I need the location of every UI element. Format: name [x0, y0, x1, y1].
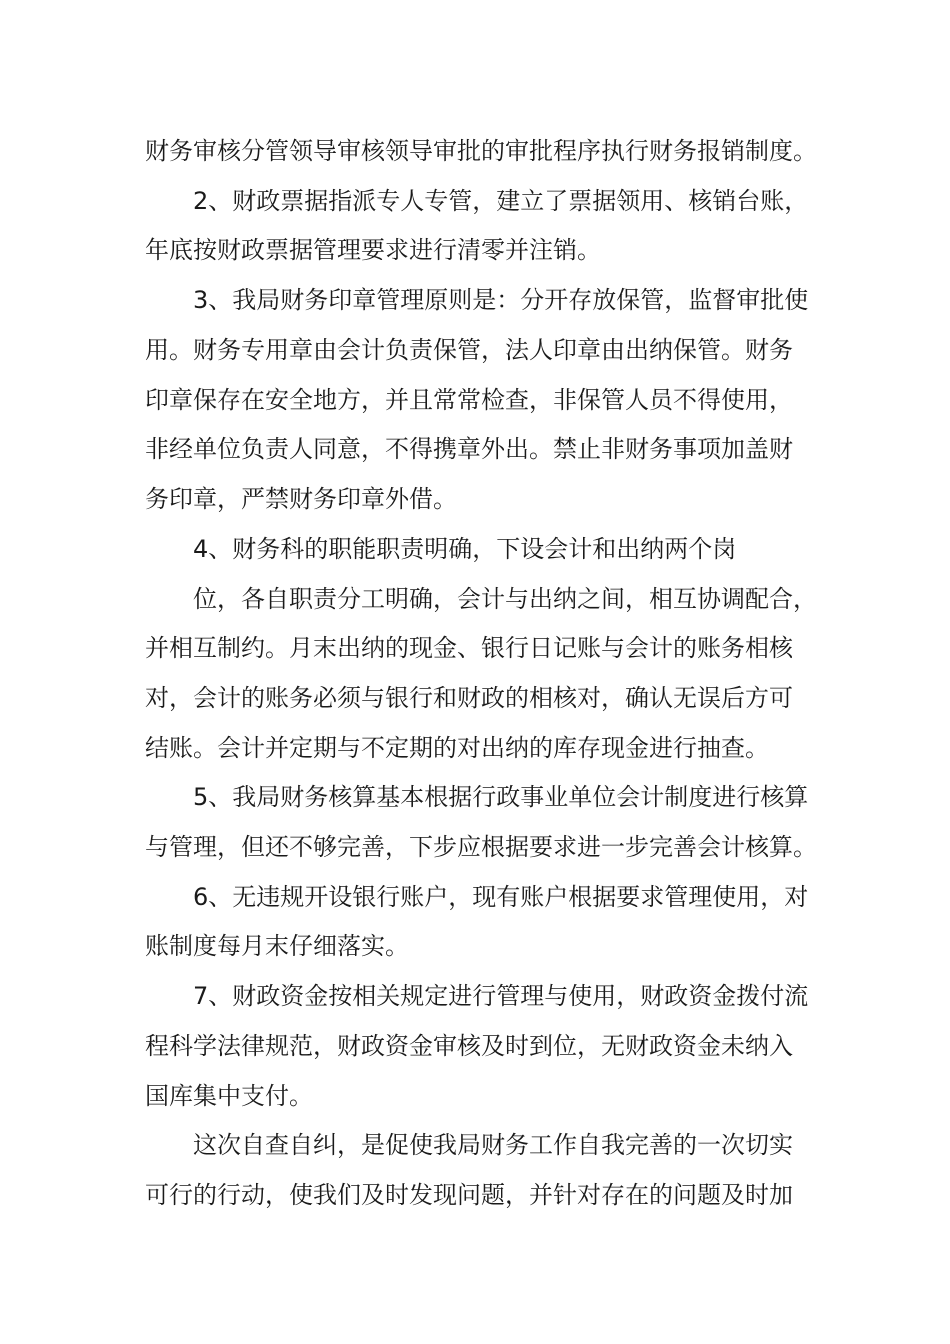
text-line: 非经单位负责人同意，不得携章外出。禁止非财务事项加盖财 — [145, 435, 793, 463]
text-line: 程科学法律规范，财政资金审核及时到位，无财政资金未纳入 — [145, 1032, 793, 1060]
text-line: 4、财务科的职能职责明确，下设会计和出纳两个岗 — [193, 535, 737, 563]
text-line: 5、我局财务核算基本根据行政事业单位会计制度进行核算 — [193, 783, 809, 811]
text-line: 与管理，但还不够完善，下步应根据要求进一步完善会计核算。 — [145, 833, 817, 861]
text-line: 位，各自职责分工明确，会计与出纳之间，相互协调配合， — [193, 585, 817, 613]
text-line: 用。财务专用章由会计负责保管，法人印章由出纳保管。财务 — [145, 336, 793, 364]
text-line: 印章保存在安全地方，并且常常检查，非保管人员不得使用， — [145, 386, 793, 414]
text-line: 账制度每月末仔细落实。 — [145, 932, 409, 960]
text-line: 这次自查自纠，是促使我局财务工作自我完善的一次切实 — [193, 1131, 793, 1159]
text-line: 2、财政票据指派专人专管，建立了票据领用、核销台账， — [193, 187, 809, 215]
text-line: 财务审核分管领导审核领导审批的审批程序执行财务报销制度。 — [145, 137, 817, 165]
text-line: 并相互制约。月末出纳的现金、银行日记账与会计的账务相核 — [145, 634, 793, 662]
text-line: 国库集中支付。 — [145, 1082, 313, 1110]
text-line: 3、我局财务印章管理原则是：分开存放保管，监督审批使 — [193, 286, 809, 314]
text-line: 对，会计的账务必须与银行和财政的相核对，确认无误后方可 — [145, 684, 793, 712]
text-line: 年底按财政票据管理要求进行清零并注销。 — [145, 236, 601, 264]
text-line: 结账。会计并定期与不定期的对出纳的库存现金进行抽查。 — [145, 734, 769, 762]
text-line: 务印章，严禁财务印章外借。 — [145, 485, 457, 513]
text-line: 可行的行动，使我们及时发现问题，并针对存在的问题及时加 — [145, 1181, 793, 1209]
text-line: 6、无违规开设银行账户，现有账户根据要求管理使用，对 — [193, 883, 809, 911]
text-line: 7、财政资金按相关规定进行管理与使用，财政资金拨付流 — [193, 982, 809, 1010]
